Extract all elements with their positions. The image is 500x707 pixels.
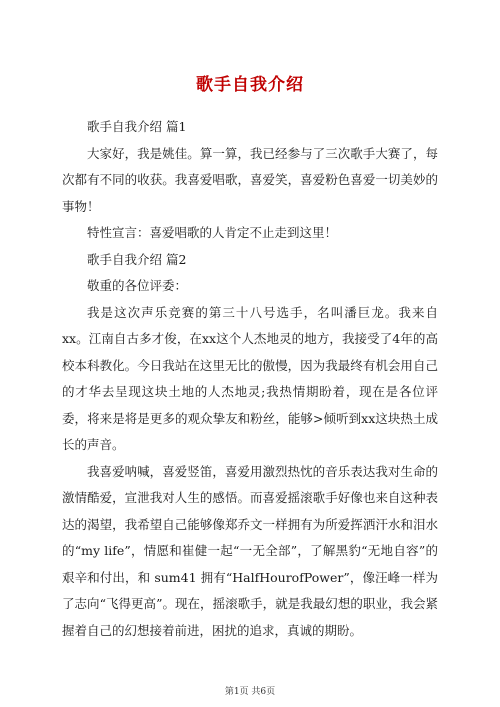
- paragraph: 我喜爱呐喊，喜爱竖笛，喜爱用激烈热忱的音乐表达我对生命的激情酷爱，宣泄我对人生的感悟。而喜爱摇滚歌手好像也来自这种表达的渴望，我希望自己能够像郑乔文一样拥有为所爱挥洒汗水和泪水的“my life”，情愿和崔健一起“一无全部”，了解黑豹“无地自容”的艰辛和付出，和 sum41 拥有“HalfHourofPower”，像汪峰一样为了志向“飞得更高”。现在，摇滚歌手，就是我最幻想的职业，我会紧握着自己的幻想接着前进，困扰的追求，真诚的期盼。: [62, 463, 438, 638]
- heading-part-2: 歌手自我介绍 篇2: [87, 251, 187, 267]
- paragraph: 特性宣言：喜爱唱歌的人肯定不止走到这里！: [87, 225, 338, 240]
- document-title: 歌手自我介绍: [196, 75, 304, 95]
- paragraph: 敬重的各位评委：: [87, 278, 188, 293]
- document-body: [62, 114, 438, 644]
- heading-part-1: 歌手自我介绍 篇1: [87, 119, 187, 134]
- paragraph: 我是这次声乐竞赛的第三十八号选手，名叫潘巨龙。我来自xx。江南自古多才俊，在xx这个人杰地灵的地方，我接受了4年的高校本科教化。今日我站在这里无比的傲慢，因为我最终有机会用自己的才华去呈现这块土地的人杰地灵;我热情期盼着，现在是各位评委，将来是将是更多的观众挚友和粉丝，能够>倾听到xx这块热土成长的声音。: [62, 304, 438, 452]
- page-footer: 第1页 共6页: [224, 687, 276, 697]
- paragraph: 大家好，我是姚佳。算一算，我已经参与了三次歌手大赛了，每次都有不同的收获。我喜爱唱歌，喜爱笑，喜爱粉色喜爱一切美妙的事物！: [62, 145, 438, 214]
